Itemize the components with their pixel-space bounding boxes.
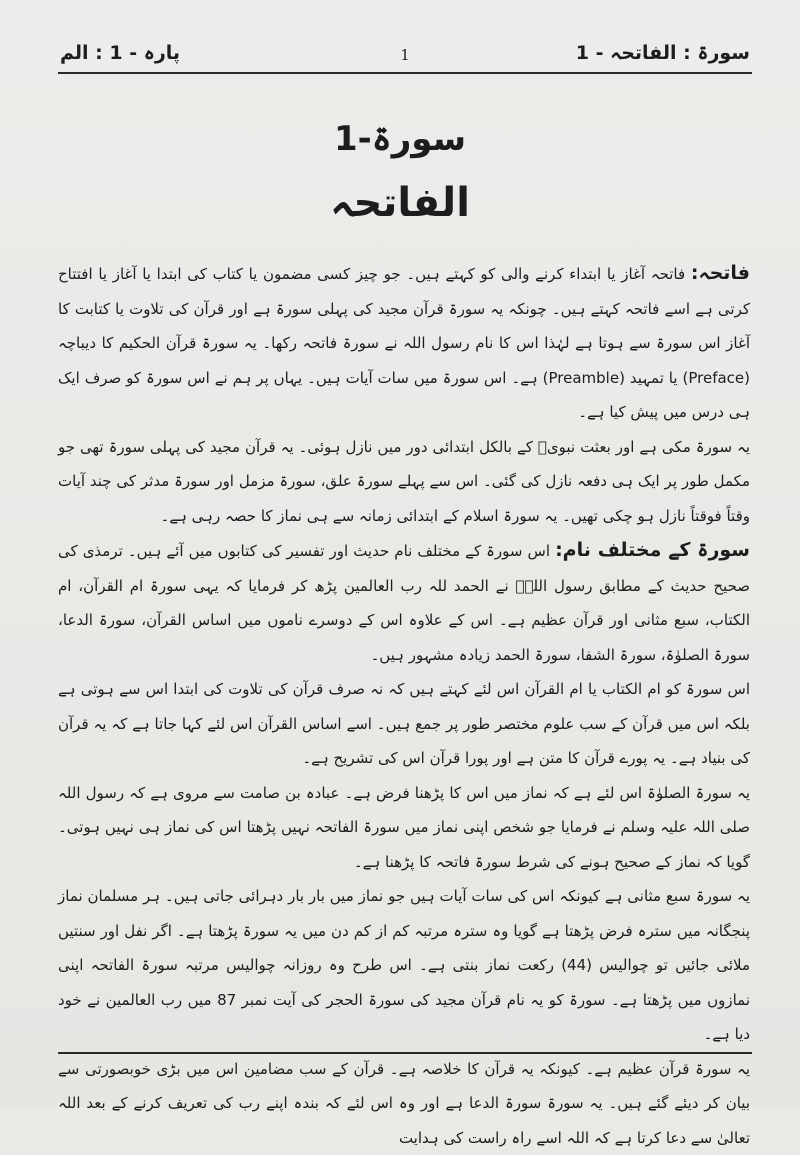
header-rule [58, 72, 752, 74]
running-header-para: پارہ - 1 : الم [60, 42, 180, 64]
paragraph-sab-mathani [58, 879, 750, 1052]
paragraph-text: یہ سورۃ قرآن عظیم ہے۔ کیونکہ یہ قرآن کا خلاصہ ہے۔ قرآن کے سب مضامین اس میں بڑی خوبصورتی سے بیان کر دیئے گئے ہیں۔ یہ سورۃ سورۃ الدعا ہے اور وہ اس لئے کہ بندہ اپنے رب کی تعریف کرنے کے بعد اللہ تعالیٰ سے دعا کرتا ہے کہ اللہ اسے راہ راست کی ہدایت [58, 1060, 750, 1147]
running-header [60, 38, 750, 68]
body-text [58, 256, 750, 1155]
paragraph-revelation [58, 430, 750, 534]
paragraph-quran-azeem [58, 1052, 750, 1155]
paragraph-heading: سورۃ کے مختلف نام: [555, 539, 750, 561]
paragraph-fatiha-meaning [58, 256, 750, 430]
surah-number-title: سورۃ-1 [0, 118, 800, 159]
paragraph-text: اس سورۃ کے مختلف نام حدیث اور تفسیر کی کتابوں میں آئے ہیں۔ ترمذی کی صحیح حدیث کے مطابق رسول اللہؐ نے الحمد للہ رب العالمین پڑھ کر فرمایا کہ یہی سورۃ ام القرآن، ام الکتاب، سبع مثانی اور قرآن عظیم ہے۔ اس کے علاوہ اس کے دوسرے ناموں میں اساس القرآن، سورۃ الدعا، سورۃ الصلوٰۃ، سورۃ الشفا، سورۃ الحمد زیادہ مشہور ہیں۔ [58, 542, 750, 664]
paragraph-umm-ul-kitab [58, 672, 750, 776]
surah-name-title: الفاتحہ [0, 180, 800, 226]
paragraph-text: یہ سورۃ مکی ہے اور بعثت نبویؐ کے بالکل ابتدائی دور میں نازل ہوئی۔ یہ قرآن مجید کی پہلی سورۃ تھی جو مکمل طور پر ایک ہی دفعہ نازل کی گئی۔ اس سے پہلے سورۃ علق، سورۃ مزمل اور سورۃ مدثر کی چند آیات وقتاً فوقتاً نازل ہو چکی تھیں۔ یہ سورۃ اسلام کے ابتدائی زمانہ سے ہی نماز کا حصہ رہی ہے۔ [58, 438, 750, 525]
paragraph-text: یہ سورۃ الصلوٰۃ اس لئے ہے کہ نماز میں اس کا پڑھنا فرض ہے۔ عبادہ بن صامت سے مروی ہے کہ رسول اللہ صلی اللہ علیہ وسلم نے فرمایا جو شخص اپنی نماز میں سورۃ الفاتحہ نہیں پڑھتا اس کی نماز ہی نہیں ہوتی۔ گویا کہ نماز کے صحیح ہونے کی شرط سورۃ فاتحہ کا پڑھنا ہے۔ [58, 784, 750, 871]
paragraph-text: فاتحہ آغاز یا ابتداء کرنے والی کو کہتے ہیں۔ جو چیز کسی مضمون یا کتاب کی ابتدا یا آغاز یا افتتاح کرتی ہے اسے فاتحہ کہتے ہیں۔ چونکہ یہ سورۃ قرآن مجید کی پہلی سورۃ ہے اور قرآن کی تلاوت یا کتابت کا آغاز اس سورۃ سے ہوتا ہے لہٰذا اس کا نام رسول اللہ نے سورۃ فاتحہ رکھا۔ یہ سورۃ قرآن الحکیم کا دیباچہ (Preface) یا تمہید (Preamble) ہے۔ اس سورۃ میں سات آیات ہیں۔ یہاں پر ہم نے اس سورۃ کو صرف ایک ہی درس میں پیش کیا ہے۔ [58, 265, 750, 421]
paragraph-names [58, 533, 750, 672]
page-number: 1 [400, 46, 410, 64]
running-header-surah: سورۃ : الفاتحہ - 1 [576, 42, 750, 64]
paragraph-text: اس سورۃ کو ام الکتاب یا ام القرآن اس لئے کہتے ہیں کہ نہ صرف قرآن کی تلاوت کی ابتدا اس سے ہوتی ہے بلکہ اس میں قرآن کے سب علوم مختصر طور پر جمع ہیں۔ اسے اساس القرآن اس لئے کہا جاتا ہے کہ یہ قرآن کی بنیاد ہے۔ یہ پورے قرآن کا متن ہے اور پورا قرآن اس کی تشریح ہے۔ [58, 680, 750, 767]
footer-rule [58, 1052, 752, 1054]
paragraph-salat [58, 776, 750, 880]
paragraph-text: یہ سورۃ سبع مثانی ہے کیونکہ اس کی سات آیات ہیں جو نماز میں بار بار دہرائی جاتی ہیں۔ ہر مسلمان نماز پنجگانہ میں سترہ فرض پڑھتا ہے گویا وہ سترہ مرتبہ کم از کم دن میں یہ سورۃ پڑھتا ہے۔ اگر نفل اور سنتیں ملائی جائیں تو چوالیس (44) رکعت نماز بنتی ہے۔ اس طرح وہ روزانہ چوالیس مرتبہ سورۃ الفاتحہ اپنی نمازوں میں پڑھتا ہے۔ سورۃ کو یہ نام قرآن مجید کی سورۃ الحجر کی آیت نمبر 87 میں رب العالمین نے خود دیا ہے۔ [58, 887, 750, 1043]
paragraph-heading: فاتحہ: [691, 262, 750, 284]
